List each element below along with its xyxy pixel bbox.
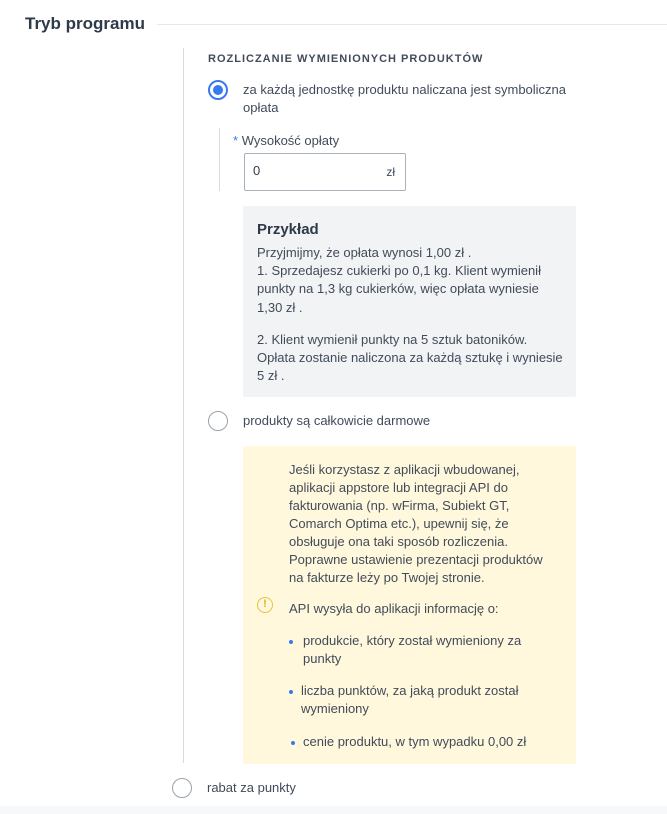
discount-option-label[interactable]: rabat za punkty [207,780,296,795]
example-line: 2. Klient wymienił punkty na 5 sztuk batoników. [257,332,528,347]
info-line: obsługuje ona taki sposób rozliczenia. [289,534,508,549]
radio-fee-option[interactable] [208,80,228,100]
example-line: 5 zł . [257,368,285,383]
fee-option-label-line2[interactable]: opłata [243,100,279,115]
section-divider [157,24,667,25]
api-info-heading: API wysyła do aplikacji informację o: [289,601,499,616]
fee-field-label-text: Wysokość opłaty [241,133,340,148]
required-mark: * [233,133,239,148]
info-line: aplikacji appstore lub integracji API do [289,480,508,495]
bullet-item: produkcie, który został wymieniony za [303,633,522,648]
settlement-group-label: ROZLICZANIE WYMIENIONYCH PRODUKTÓW [208,53,484,65]
bullet-item: punkty [303,651,342,666]
bullet-dot [289,640,293,644]
bottom-edge [0,806,667,814]
example-line: 1. Sprzedajesz cukierki po 0,1 kg. Klient wymienił [257,263,541,278]
fee-amount-input[interactable] [253,163,373,178]
info-line: Jeśli korzystasz z aplikacji wbudowanej, [289,462,520,477]
fee-option-label-line1[interactable]: za każdą jednostkę produktu naliczana jest symboliczna [243,82,567,97]
bullet-dot [291,741,295,745]
example-line: Przyjmijmy, że opłata wynosi 1,00 zł . [257,245,472,260]
group-guide-line [183,48,184,763]
fee-field-guide-line [219,128,220,191]
info-line: na fakturze leży po Twojej stronie. [289,570,485,585]
warning-icon: ! [257,597,273,613]
free-option-label[interactable]: produkty są całkowicie darmowe [243,413,431,428]
info-line: Comarch Optima etc.), upewnij się, że [289,516,509,531]
example-line: 1,30 zł . [257,300,303,315]
fee-field-label [233,133,339,148]
bullet-item: liczba punktów, za jaką produkt został [301,683,519,698]
bullet-item: wymieniony [301,701,369,716]
info-line: fakturowania (np. wFirma, Subiekt GT, [289,498,510,513]
example-line: Opłata zostanie naliczona za każdą sztukę i wyniesie [257,350,563,365]
radio-discount-option[interactable] [172,778,192,798]
info-line: Poprawne ustawienie prezentacji produktów [289,552,543,567]
example-title: Przykład [257,221,319,238]
bullet-dot [289,690,293,694]
example-line: punkty na 1,3 kg cukierków, więc opłata wyniesie [257,281,539,296]
currency-unit: zł [386,165,395,179]
fee-amount-field[interactable] [244,153,406,191]
radio-free-option[interactable] [208,411,228,431]
section-title: Tryb programu [25,14,145,33]
bullet-item: cenie produktu, w tym wypadku 0,00 zł [303,734,527,749]
